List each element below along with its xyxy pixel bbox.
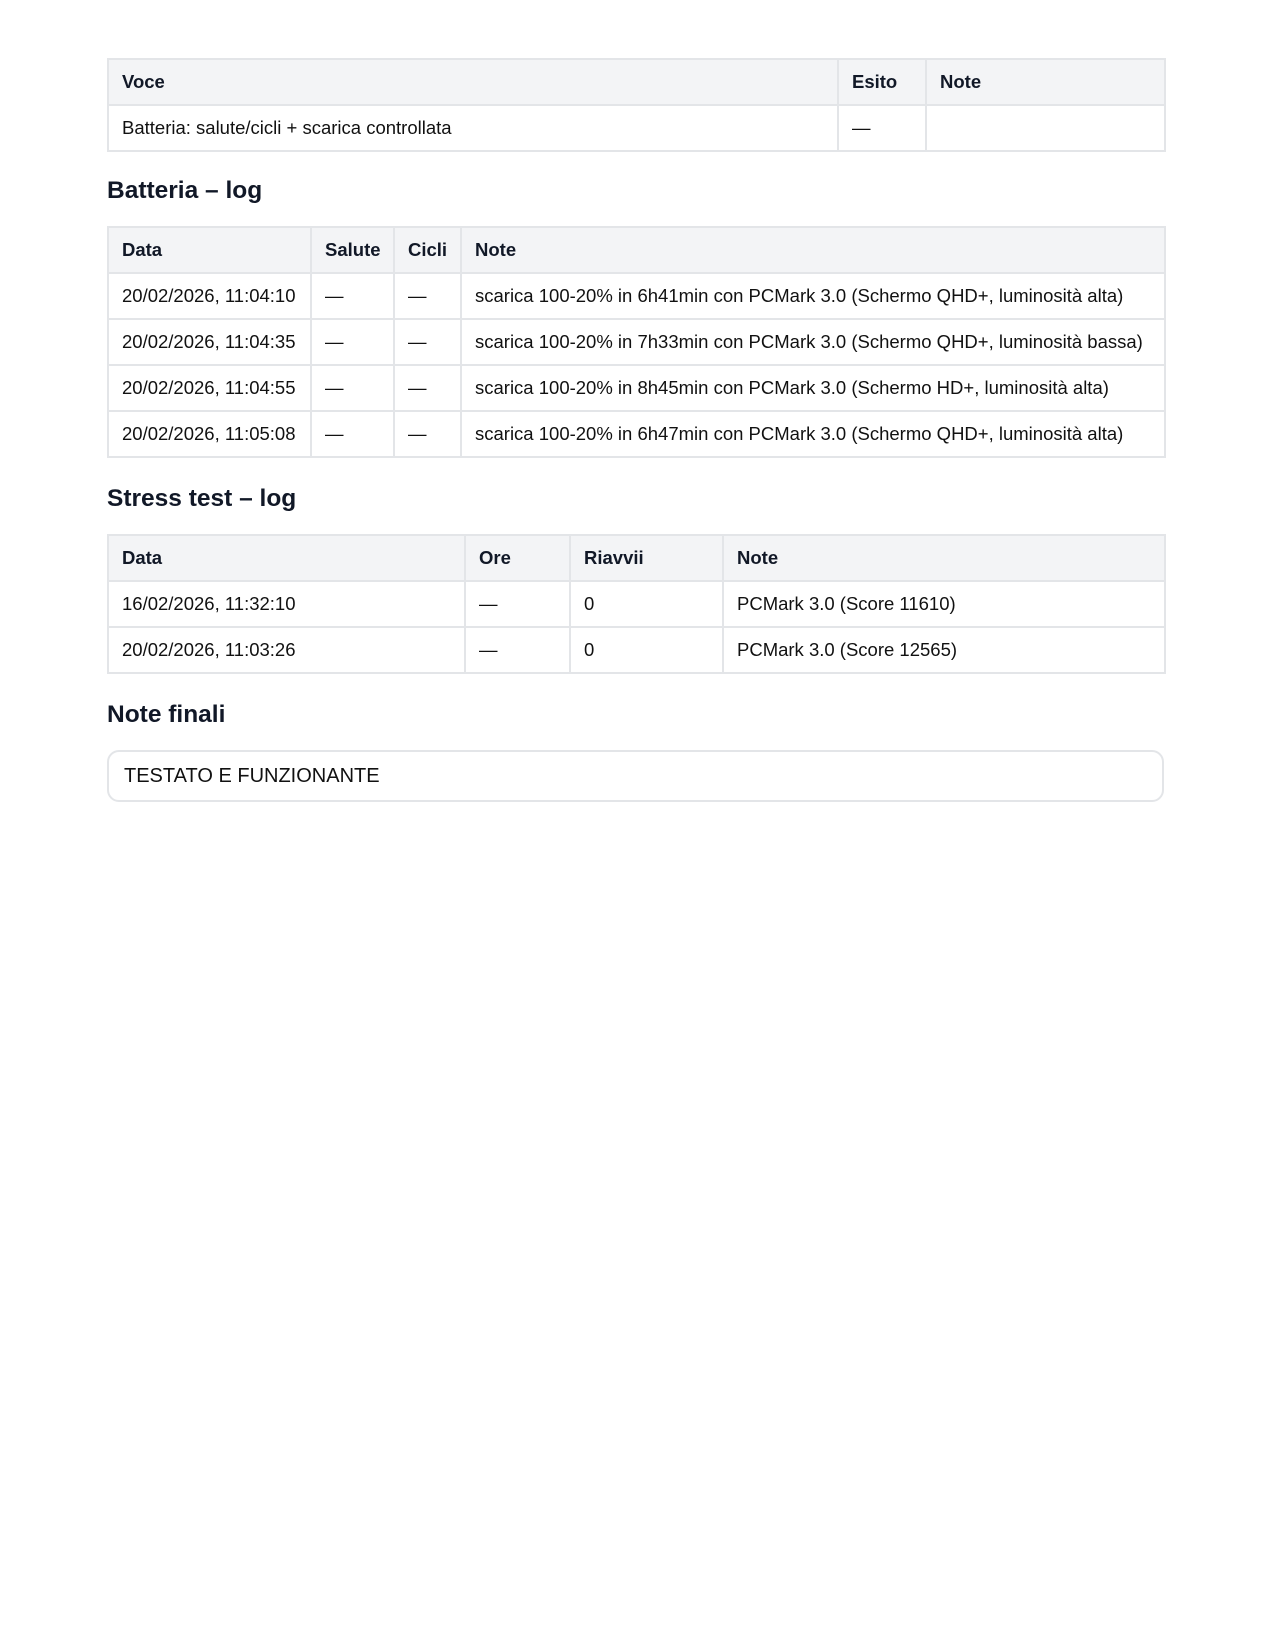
battery-header-row	[108, 227, 1165, 273]
cell-data: 16/02/2026, 11:32:10	[108, 581, 465, 627]
cell-salute: —	[311, 365, 394, 411]
cell-salute: —	[311, 319, 394, 365]
cell-cicli: —	[394, 365, 461, 411]
stress-header-row	[108, 535, 1165, 581]
cell-note: PCMark 3.0 (Score 11610)	[723, 581, 1165, 627]
cell-note: scarica 100-20% in 6h47min con PCMark 3.0 (Schermo QHD+, luminosità alta)	[461, 411, 1165, 457]
header-data: Data	[108, 535, 465, 581]
cell-riavvii: 0	[570, 581, 723, 627]
header-ore: Ore	[465, 535, 570, 581]
battery-log-title: Batteria – log	[107, 177, 263, 204]
report-page	[107, 58, 1164, 802]
cell-esito: —	[838, 105, 926, 151]
header-note: Note	[723, 535, 1165, 581]
summary-table	[107, 58, 1166, 152]
header-note: Note	[461, 227, 1165, 273]
header-salute: Salute	[311, 227, 394, 273]
table-row	[108, 105, 1165, 151]
table-row	[108, 411, 1165, 457]
final-notes-title: Note finali	[107, 701, 226, 728]
cell-ore: —	[465, 627, 570, 673]
header-data: Data	[108, 227, 311, 273]
header-voce: Voce	[108, 59, 838, 105]
cell-ore: —	[465, 581, 570, 627]
table-row	[108, 365, 1165, 411]
header-riavvii: Riavvii	[570, 535, 723, 581]
cell-salute: —	[311, 273, 394, 319]
cell-data: 20/02/2026, 11:04:35	[108, 319, 311, 365]
cell-data: 20/02/2026, 11:04:10	[108, 273, 311, 319]
cell-cicli: —	[394, 273, 461, 319]
header-esito: Esito	[838, 59, 926, 105]
cell-cicli: —	[394, 411, 461, 457]
cell-note: scarica 100-20% in 6h41min con PCMark 3.0 (Schermo QHD+, luminosità alta)	[461, 273, 1165, 319]
cell-data: 20/02/2026, 11:05:08	[108, 411, 311, 457]
cell-data: 20/02/2026, 11:03:26	[108, 627, 465, 673]
table-row	[108, 319, 1165, 365]
battery-log-table	[107, 226, 1166, 458]
final-notes-text: TESTATO E FUNZIONANTE	[124, 764, 380, 787]
cell-note	[926, 105, 1165, 151]
header-cicli: Cicli	[394, 227, 461, 273]
cell-salute: —	[311, 411, 394, 457]
table-row	[108, 627, 1165, 673]
cell-note: PCMark 3.0 (Score 12565)	[723, 627, 1165, 673]
table-row	[108, 581, 1165, 627]
header-note: Note	[926, 59, 1165, 105]
cell-note: scarica 100-20% in 8h45min con PCMark 3.0 (Schermo HD+, luminosità alta)	[461, 365, 1165, 411]
table-row	[108, 273, 1165, 319]
stress-log-title: Stress test – log	[107, 485, 297, 512]
summary-header-row	[108, 59, 1165, 105]
cell-voce: Batteria: salute/cicli + scarica controllata	[108, 105, 838, 151]
final-notes-box	[107, 750, 1164, 802]
stress-log-table	[107, 534, 1166, 674]
cell-riavvii: 0	[570, 627, 723, 673]
cell-note: scarica 100-20% in 7h33min con PCMark 3.0 (Schermo QHD+, luminosità bassa)	[461, 319, 1165, 365]
cell-cicli: —	[394, 319, 461, 365]
cell-data: 20/02/2026, 11:04:55	[108, 365, 311, 411]
